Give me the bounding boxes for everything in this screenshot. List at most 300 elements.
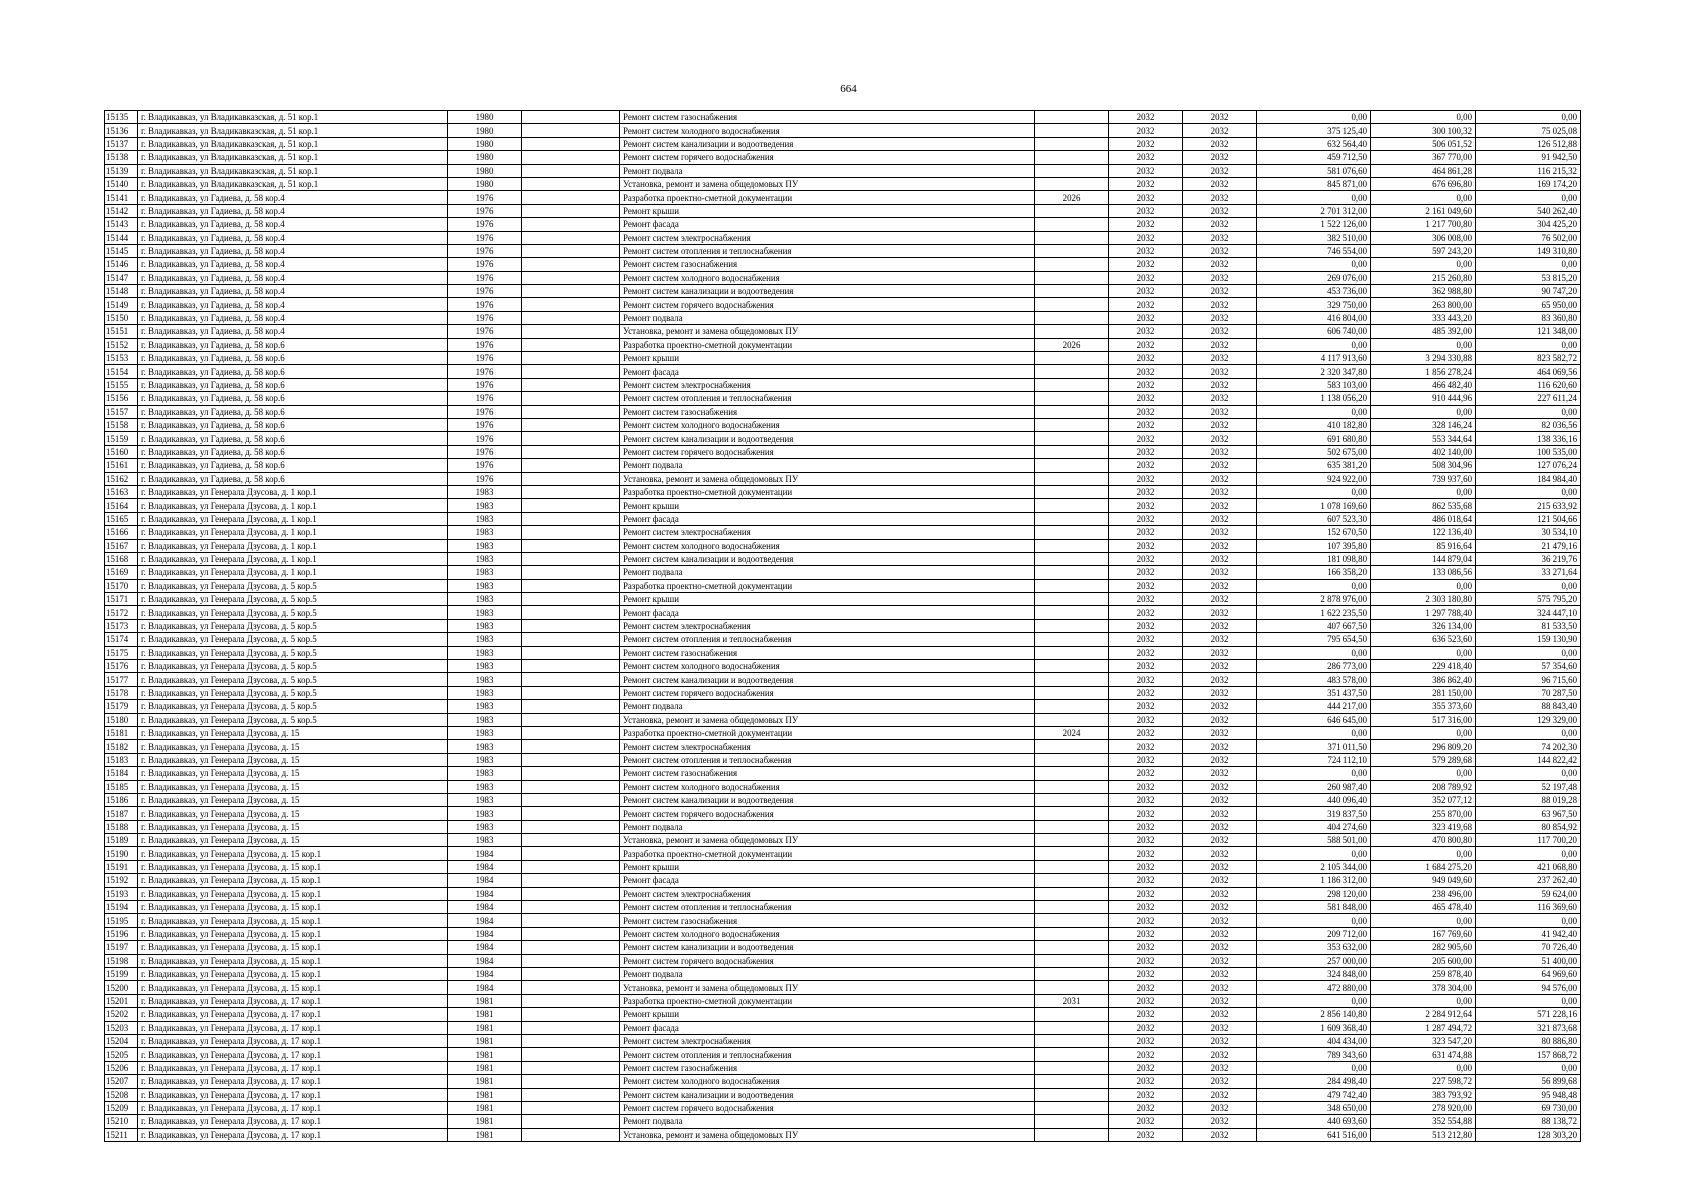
- table-row: [105, 418, 1581, 431]
- fund-cost-cell: 0,00: [1371, 767, 1476, 780]
- owner-cost-cell: 127 076,24: [1476, 459, 1581, 472]
- build-year-cell: 1981: [448, 1075, 522, 1088]
- total-cost-cell: 924 922,00: [1257, 472, 1371, 485]
- design-year-cell: [1035, 700, 1109, 713]
- total-cost-cell: 2 320 347,80: [1257, 365, 1371, 378]
- row-number: 15173: [105, 619, 138, 632]
- address-cell: г. Владикавказ, ул Генерала Дзусова, д. 1 кор.1: [138, 499, 448, 512]
- total-cost-cell: 1 138 056,20: [1257, 392, 1371, 405]
- build-year-cell: 1983: [448, 606, 522, 619]
- row-number: 15176: [105, 660, 138, 673]
- fund-cost-cell: 1 287 494,72: [1371, 1021, 1476, 1034]
- blank-cell: [522, 726, 620, 739]
- start-year-cell: 2032: [1109, 512, 1183, 525]
- blank-cell: [522, 231, 620, 244]
- fund-cost-cell: 486 018,64: [1371, 512, 1476, 525]
- row-number: 15136: [105, 124, 138, 137]
- total-cost-cell: 502 675,00: [1257, 445, 1371, 458]
- address-cell: г. Владикавказ, ул Генерала Дзусова, д. 15 кор.1: [138, 941, 448, 954]
- start-year-cell: 2032: [1109, 901, 1183, 914]
- total-cost-cell: 0,00: [1257, 646, 1371, 659]
- design-year-cell: [1035, 231, 1109, 244]
- fund-cost-cell: 636 523,60: [1371, 633, 1476, 646]
- row-number: 15204: [105, 1034, 138, 1047]
- design-year-cell: [1035, 258, 1109, 271]
- work-type-cell: Ремонт систем электроснабжения: [620, 740, 1035, 753]
- work-type-cell: Ремонт систем газоснабжения: [620, 405, 1035, 418]
- row-number: 15201: [105, 994, 138, 1007]
- build-year-cell: 1983: [448, 713, 522, 726]
- row-number: 15160: [105, 445, 138, 458]
- owner-cost-cell: 80 886,80: [1476, 1034, 1581, 1047]
- build-year-cell: 1984: [448, 901, 522, 914]
- end-year-cell: 2032: [1183, 1008, 1257, 1021]
- build-year-cell: 1976: [448, 392, 522, 405]
- address-cell: г. Владикавказ, ул Генерала Дзусова, д. 15: [138, 793, 448, 806]
- build-year-cell: 1983: [448, 726, 522, 739]
- start-year-cell: 2032: [1109, 164, 1183, 177]
- design-year-cell: [1035, 860, 1109, 873]
- design-year-cell: [1035, 271, 1109, 284]
- work-type-cell: Ремонт крыши: [620, 860, 1035, 873]
- start-year-cell: 2032: [1109, 941, 1183, 954]
- total-cost-cell: 260 987,40: [1257, 780, 1371, 793]
- owner-cost-cell: 57 354,60: [1476, 660, 1581, 673]
- address-cell: г. Владикавказ, ул Генерала Дзусова, д. 5 кор.5: [138, 606, 448, 619]
- work-type-cell: Ремонт крыши: [620, 204, 1035, 217]
- fund-cost-cell: 3 294 330,88: [1371, 352, 1476, 365]
- total-cost-cell: 324 848,00: [1257, 968, 1371, 981]
- build-year-cell: 1976: [448, 365, 522, 378]
- work-type-cell: Ремонт систем электроснабжения: [620, 526, 1035, 539]
- row-number: 15208: [105, 1088, 138, 1101]
- owner-cost-cell: 69 730,00: [1476, 1101, 1581, 1114]
- fund-cost-cell: 323 419,68: [1371, 820, 1476, 833]
- end-year-cell: 2032: [1183, 552, 1257, 565]
- start-year-cell: 2032: [1109, 418, 1183, 431]
- owner-cost-cell: 324 447,10: [1476, 606, 1581, 619]
- fund-cost-cell: 229 418,40: [1371, 660, 1476, 673]
- work-type-cell: Ремонт систем канализации и водоотведения: [620, 285, 1035, 298]
- build-year-cell: 1981: [448, 1088, 522, 1101]
- owner-cost-cell: 157 868,72: [1476, 1048, 1581, 1061]
- row-number: 15171: [105, 593, 138, 606]
- design-year-cell: [1035, 901, 1109, 914]
- table-row: [105, 1048, 1581, 1061]
- owner-cost-cell: 56 899,68: [1476, 1075, 1581, 1088]
- work-type-cell: Ремонт систем горячего водоснабжения: [620, 954, 1035, 967]
- owner-cost-cell: 90 747,20: [1476, 285, 1581, 298]
- start-year-cell: 2032: [1109, 485, 1183, 498]
- fund-cost-cell: 208 789,92: [1371, 780, 1476, 793]
- work-type-cell: Ремонт фасада: [620, 606, 1035, 619]
- design-year-cell: [1035, 1048, 1109, 1061]
- work-type-cell: Ремонт крыши: [620, 593, 1035, 606]
- work-type-cell: Ремонт систем отопления и теплоснабжения: [620, 901, 1035, 914]
- fund-cost-cell: 470 800,80: [1371, 834, 1476, 847]
- fund-cost-cell: 167 769,60: [1371, 927, 1476, 940]
- end-year-cell: 2032: [1183, 298, 1257, 311]
- table-row: [105, 968, 1581, 981]
- design-year-cell: [1035, 874, 1109, 887]
- start-year-cell: 2032: [1109, 365, 1183, 378]
- owner-cost-cell: 571 228,16: [1476, 1008, 1581, 1021]
- table-row: [105, 1128, 1581, 1141]
- start-year-cell: 2032: [1109, 1061, 1183, 1074]
- fund-cost-cell: 0,00: [1371, 258, 1476, 271]
- work-type-cell: Разработка проектно-сметной документации: [620, 191, 1035, 204]
- row-number: 15137: [105, 137, 138, 150]
- fund-cost-cell: 362 988,80: [1371, 285, 1476, 298]
- end-year-cell: 2032: [1183, 901, 1257, 914]
- design-year-cell: [1035, 566, 1109, 579]
- blank-cell: [522, 285, 620, 298]
- end-year-cell: 2032: [1183, 700, 1257, 713]
- owner-cost-cell: 138 336,16: [1476, 432, 1581, 445]
- row-number: 15166: [105, 526, 138, 539]
- end-year-cell: 2032: [1183, 244, 1257, 257]
- work-type-cell: Установка, ремонт и замена общедомовых ПУ: [620, 1128, 1035, 1141]
- table-row: [105, 338, 1581, 351]
- end-year-cell: 2032: [1183, 726, 1257, 739]
- fund-cost-cell: 378 304,00: [1371, 981, 1476, 994]
- row-number: 15174: [105, 633, 138, 646]
- row-number: 15144: [105, 231, 138, 244]
- end-year-cell: 2032: [1183, 1115, 1257, 1128]
- blank-cell: [522, 258, 620, 271]
- table-row: [105, 700, 1581, 713]
- design-year-cell: [1035, 499, 1109, 512]
- fund-cost-cell: 2 303 180,80: [1371, 593, 1476, 606]
- fund-cost-cell: 0,00: [1371, 485, 1476, 498]
- table-row: [105, 981, 1581, 994]
- owner-cost-cell: 52 197,48: [1476, 780, 1581, 793]
- row-number: 15184: [105, 767, 138, 780]
- owner-cost-cell: 83 360,80: [1476, 311, 1581, 324]
- work-type-cell: Ремонт подвала: [620, 164, 1035, 177]
- work-type-cell: Ремонт систем холодного водоснабжения: [620, 271, 1035, 284]
- address-cell: г. Владикавказ, ул Гадиева, д. 58 кор.4: [138, 204, 448, 217]
- table-row: [105, 994, 1581, 1007]
- table-row: [105, 820, 1581, 833]
- design-year-cell: [1035, 432, 1109, 445]
- design-year-cell: [1035, 1115, 1109, 1128]
- table-row: [105, 914, 1581, 927]
- row-number: 15140: [105, 177, 138, 190]
- start-year-cell: 2032: [1109, 593, 1183, 606]
- owner-cost-cell: 575 795,20: [1476, 593, 1581, 606]
- design-year-cell: [1035, 660, 1109, 673]
- end-year-cell: 2032: [1183, 780, 1257, 793]
- build-year-cell: 1976: [448, 459, 522, 472]
- work-type-cell: Ремонт подвала: [620, 1115, 1035, 1128]
- design-year-cell: [1035, 713, 1109, 726]
- owner-cost-cell: 0,00: [1476, 914, 1581, 927]
- table-row: [105, 847, 1581, 860]
- owner-cost-cell: 0,00: [1476, 579, 1581, 592]
- build-year-cell: 1983: [448, 820, 522, 833]
- start-year-cell: 2032: [1109, 392, 1183, 405]
- address-cell: г. Владикавказ, ул Генерала Дзусова, д. 17 кор.1: [138, 1048, 448, 1061]
- row-number: 15191: [105, 860, 138, 873]
- total-cost-cell: 0,00: [1257, 726, 1371, 739]
- start-year-cell: 2032: [1109, 1075, 1183, 1088]
- design-year-cell: [1035, 673, 1109, 686]
- address-cell: г. Владикавказ, ул Генерала Дзусова, д. 5 кор.5: [138, 646, 448, 659]
- end-year-cell: 2032: [1183, 1021, 1257, 1034]
- design-year-cell: [1035, 606, 1109, 619]
- build-year-cell: 1981: [448, 1061, 522, 1074]
- build-year-cell: 1976: [448, 338, 522, 351]
- owner-cost-cell: 82 036,56: [1476, 418, 1581, 431]
- work-type-cell: Ремонт систем канализации и водоотведения: [620, 552, 1035, 565]
- owner-cost-cell: 184 984,40: [1476, 472, 1581, 485]
- fund-cost-cell: 144 879,04: [1371, 552, 1476, 565]
- blank-cell: [522, 780, 620, 793]
- work-type-cell: Ремонт фасада: [620, 218, 1035, 231]
- build-year-cell: 1984: [448, 847, 522, 860]
- end-year-cell: 2032: [1183, 218, 1257, 231]
- owner-cost-cell: 0,00: [1476, 338, 1581, 351]
- start-year-cell: 2032: [1109, 914, 1183, 927]
- table-row: [105, 204, 1581, 217]
- work-type-cell: Ремонт систем электроснабжения: [620, 231, 1035, 244]
- owner-cost-cell: 74 202,30: [1476, 740, 1581, 753]
- blank-cell: [522, 1128, 620, 1141]
- blank-cell: [522, 713, 620, 726]
- work-type-cell: Ремонт крыши: [620, 352, 1035, 365]
- work-type-cell: Ремонт подвала: [620, 700, 1035, 713]
- address-cell: г. Владикавказ, ул Генерала Дзусова, д. 15 кор.1: [138, 847, 448, 860]
- start-year-cell: 2032: [1109, 847, 1183, 860]
- address-cell: г. Владикавказ, ул Генерала Дзусова, д. 17 кор.1: [138, 1075, 448, 1088]
- end-year-cell: 2032: [1183, 619, 1257, 632]
- end-year-cell: 2032: [1183, 660, 1257, 673]
- owner-cost-cell: 33 271,64: [1476, 566, 1581, 579]
- table-row: [105, 124, 1581, 137]
- total-cost-cell: 0,00: [1257, 994, 1371, 1007]
- owner-cost-cell: 144 822,42: [1476, 753, 1581, 766]
- address-cell: г. Владикавказ, ул Гадиева, д. 58 кор.4: [138, 271, 448, 284]
- design-year-cell: [1035, 378, 1109, 391]
- fund-cost-cell: 133 086,56: [1371, 566, 1476, 579]
- design-year-cell: 2031: [1035, 994, 1109, 1007]
- fund-cost-cell: 205 600,00: [1371, 954, 1476, 967]
- start-year-cell: 2032: [1109, 767, 1183, 780]
- blank-cell: [522, 968, 620, 981]
- row-number: 15194: [105, 901, 138, 914]
- build-year-cell: 1983: [448, 807, 522, 820]
- blank-cell: [522, 512, 620, 525]
- build-year-cell: 1976: [448, 191, 522, 204]
- build-year-cell: 1984: [448, 954, 522, 967]
- start-year-cell: 2032: [1109, 204, 1183, 217]
- blank-cell: [522, 124, 620, 137]
- owner-cost-cell: 0,00: [1476, 258, 1581, 271]
- design-year-cell: [1035, 1101, 1109, 1114]
- blank-cell: [522, 914, 620, 927]
- start-year-cell: 2032: [1109, 968, 1183, 981]
- start-year-cell: 2032: [1109, 1101, 1183, 1114]
- table-row: [105, 1008, 1581, 1021]
- total-cost-cell: 588 501,00: [1257, 834, 1371, 847]
- build-year-cell: 1983: [448, 700, 522, 713]
- address-cell: г. Владикавказ, ул Генерала Дзусова, д. 15 кор.1: [138, 954, 448, 967]
- end-year-cell: 2032: [1183, 968, 1257, 981]
- owner-cost-cell: 128 303,20: [1476, 1128, 1581, 1141]
- table-row: [105, 1115, 1581, 1128]
- start-year-cell: 2032: [1109, 352, 1183, 365]
- row-number: 15186: [105, 793, 138, 806]
- total-cost-cell: 581 076,60: [1257, 164, 1371, 177]
- address-cell: г. Владикавказ, ул Генерала Дзусова, д. 5 кор.5: [138, 660, 448, 673]
- owner-cost-cell: 321 873,68: [1476, 1021, 1581, 1034]
- work-type-cell: Ремонт систем горячего водоснабжения: [620, 1101, 1035, 1114]
- work-type-cell: Ремонт систем электроснабжения: [620, 887, 1035, 900]
- end-year-cell: 2032: [1183, 981, 1257, 994]
- blank-cell: [522, 499, 620, 512]
- fund-cost-cell: 910 444,96: [1371, 392, 1476, 405]
- total-cost-cell: 632 564,40: [1257, 137, 1371, 150]
- owner-cost-cell: 88 019,28: [1476, 793, 1581, 806]
- build-year-cell: 1983: [448, 740, 522, 753]
- design-year-cell: [1035, 927, 1109, 940]
- build-year-cell: 1983: [448, 660, 522, 673]
- build-year-cell: 1983: [448, 673, 522, 686]
- address-cell: г. Владикавказ, ул Гадиева, д. 58 кор.6: [138, 445, 448, 458]
- table-row: [105, 552, 1581, 565]
- end-year-cell: 2032: [1183, 713, 1257, 726]
- table-row: [105, 673, 1581, 686]
- build-year-cell: 1984: [448, 887, 522, 900]
- build-year-cell: 1983: [448, 619, 522, 632]
- build-year-cell: 1983: [448, 552, 522, 565]
- address-cell: г. Владикавказ, ул Владикавказская, д. 51 кор.1: [138, 124, 448, 137]
- start-year-cell: 2032: [1109, 726, 1183, 739]
- address-cell: г. Владикавказ, ул Генерала Дзусова, д. 5 кор.5: [138, 593, 448, 606]
- total-cost-cell: 107 395,80: [1257, 539, 1371, 552]
- fund-cost-cell: 281 150,00: [1371, 686, 1476, 699]
- total-cost-cell: 1 622 235,50: [1257, 606, 1371, 619]
- table-row: [105, 512, 1581, 525]
- row-number: 15156: [105, 392, 138, 405]
- build-year-cell: 1983: [448, 834, 522, 847]
- fund-cost-cell: 0,00: [1371, 1061, 1476, 1074]
- owner-cost-cell: 70 287,50: [1476, 686, 1581, 699]
- start-year-cell: 2032: [1109, 633, 1183, 646]
- row-number: 15169: [105, 566, 138, 579]
- build-year-cell: 1976: [448, 271, 522, 284]
- owner-cost-cell: 126 512,88: [1476, 137, 1581, 150]
- table-row: [105, 164, 1581, 177]
- work-type-cell: Ремонт крыши: [620, 1008, 1035, 1021]
- design-year-cell: [1035, 1088, 1109, 1101]
- fund-cost-cell: 367 770,00: [1371, 151, 1476, 164]
- blank-cell: [522, 137, 620, 150]
- address-cell: г. Владикавказ, ул Генерала Дзусова, д. 1 кор.1: [138, 552, 448, 565]
- page-number: 664: [840, 83, 857, 95]
- blank-cell: [522, 927, 620, 940]
- table-row: [105, 901, 1581, 914]
- blank-cell: [522, 807, 620, 820]
- end-year-cell: 2032: [1183, 566, 1257, 579]
- build-year-cell: 1983: [448, 780, 522, 793]
- fund-cost-cell: 300 100,32: [1371, 124, 1476, 137]
- start-year-cell: 2032: [1109, 1128, 1183, 1141]
- total-cost-cell: 407 667,50: [1257, 619, 1371, 632]
- owner-cost-cell: 149 310,80: [1476, 244, 1581, 257]
- total-cost-cell: 724 112,10: [1257, 753, 1371, 766]
- owner-cost-cell: 76 502,00: [1476, 231, 1581, 244]
- blank-cell: [522, 941, 620, 954]
- end-year-cell: 2032: [1183, 633, 1257, 646]
- fund-cost-cell: 0,00: [1371, 726, 1476, 739]
- row-number: 15199: [105, 968, 138, 981]
- row-number: 15177: [105, 673, 138, 686]
- blank-cell: [522, 177, 620, 190]
- start-year-cell: 2032: [1109, 445, 1183, 458]
- end-year-cell: 2032: [1183, 405, 1257, 418]
- end-year-cell: 2032: [1183, 539, 1257, 552]
- total-cost-cell: 2 105 344,00: [1257, 860, 1371, 873]
- end-year-cell: 2032: [1183, 847, 1257, 860]
- work-type-cell: Ремонт систем отопления и теплоснабжения: [620, 633, 1035, 646]
- address-cell: г. Владикавказ, ул Гадиева, д. 58 кор.6: [138, 338, 448, 351]
- blank-cell: [522, 834, 620, 847]
- blank-cell: [522, 646, 620, 659]
- end-year-cell: 2032: [1183, 418, 1257, 431]
- row-number: 15142: [105, 204, 138, 217]
- owner-cost-cell: 0,00: [1476, 485, 1581, 498]
- table-row: [105, 1088, 1581, 1101]
- end-year-cell: 2032: [1183, 941, 1257, 954]
- table-row: [105, 579, 1581, 592]
- total-cost-cell: 209 712,00: [1257, 927, 1371, 940]
- total-cost-cell: 1 522 126,00: [1257, 218, 1371, 231]
- work-type-cell: Ремонт фасада: [620, 365, 1035, 378]
- owner-cost-cell: 116 369,60: [1476, 901, 1581, 914]
- end-year-cell: 2032: [1183, 204, 1257, 217]
- build-year-cell: 1984: [448, 914, 522, 927]
- row-number: 15189: [105, 834, 138, 847]
- address-cell: г. Владикавказ, ул Генерала Дзусова, д. 15 кор.1: [138, 914, 448, 927]
- build-year-cell: 1980: [448, 124, 522, 137]
- fund-cost-cell: 402 140,00: [1371, 445, 1476, 458]
- start-year-cell: 2032: [1109, 459, 1183, 472]
- build-year-cell: 1981: [448, 1021, 522, 1034]
- table-row: [105, 566, 1581, 579]
- start-year-cell: 2032: [1109, 700, 1183, 713]
- address-cell: г. Владикавказ, ул Генерала Дзусова, д. 15: [138, 767, 448, 780]
- total-cost-cell: 1 078 169,60: [1257, 499, 1371, 512]
- fund-cost-cell: 263 800,00: [1371, 298, 1476, 311]
- owner-cost-cell: 0,00: [1476, 111, 1581, 124]
- end-year-cell: 2032: [1183, 338, 1257, 351]
- build-year-cell: 1976: [448, 231, 522, 244]
- owner-cost-cell: 53 815,20: [1476, 271, 1581, 284]
- design-year-cell: [1035, 365, 1109, 378]
- total-cost-cell: 0,00: [1257, 338, 1371, 351]
- end-year-cell: 2032: [1183, 472, 1257, 485]
- owner-cost-cell: 823 582,72: [1476, 352, 1581, 365]
- end-year-cell: 2032: [1183, 512, 1257, 525]
- owner-cost-cell: 169 174,20: [1476, 177, 1581, 190]
- total-cost-cell: 2 856 140,80: [1257, 1008, 1371, 1021]
- row-number: 15207: [105, 1075, 138, 1088]
- table-row: [105, 887, 1581, 900]
- blank-cell: [522, 673, 620, 686]
- address-cell: г. Владикавказ, ул Гадиева, д. 58 кор.6: [138, 405, 448, 418]
